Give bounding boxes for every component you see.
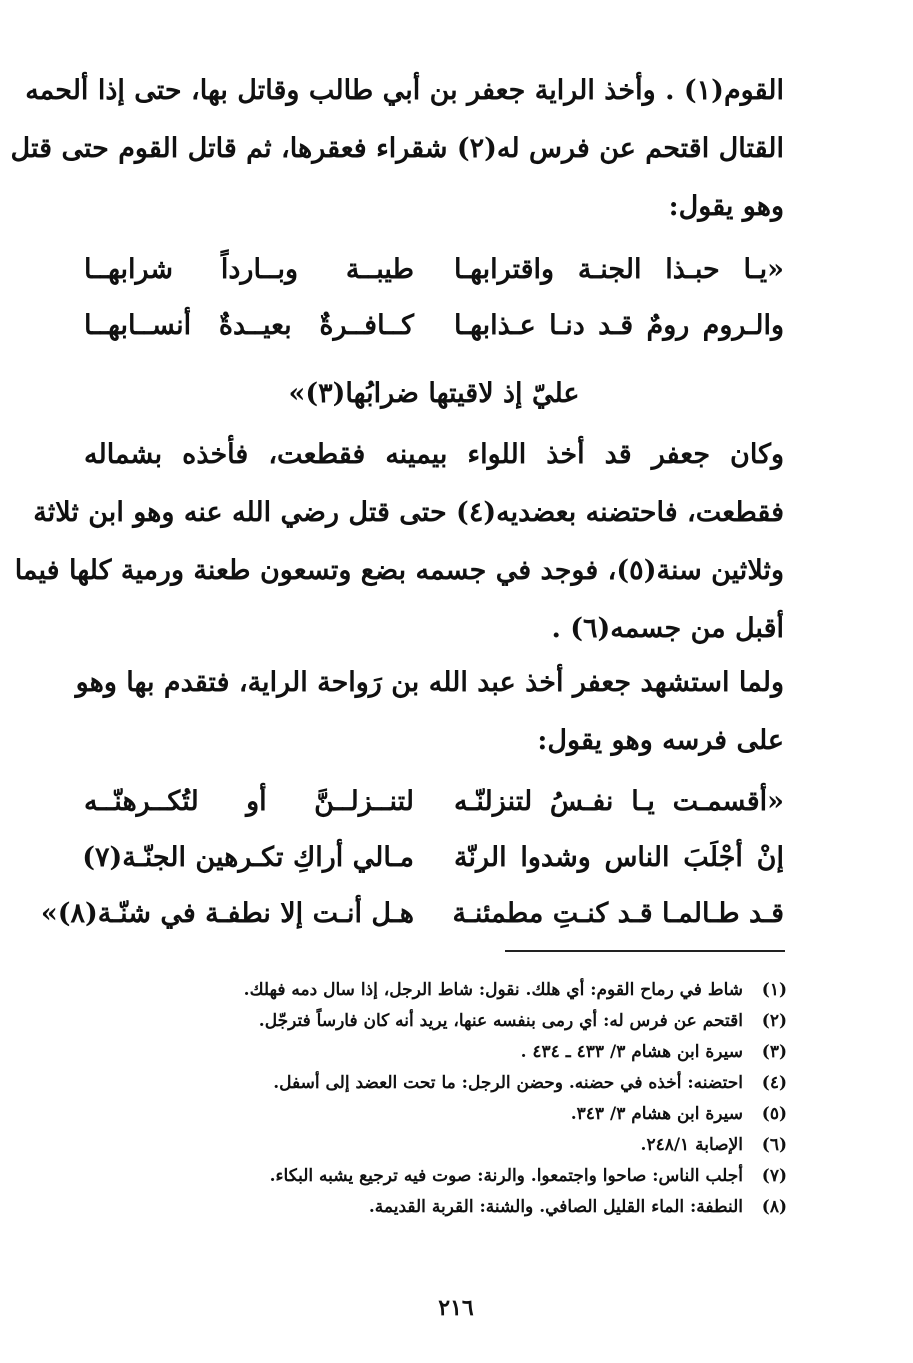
footnote-text: احتضنه: أخذه في حضنه. وحضن الرجل: ما تحت العضد إلى أسفل. xyxy=(273,1073,743,1093)
footnotes xyxy=(84,975,787,1223)
footnote-number: (٥) xyxy=(761,1104,787,1124)
poem-2 xyxy=(40,774,784,942)
footnote xyxy=(84,1099,787,1130)
footnote-separator xyxy=(505,950,785,952)
text-line: وكان جعفر قد أخذ اللواء بيمينه فقطعت، فأخذه بشماله xyxy=(84,439,784,470)
footnote xyxy=(84,975,787,1006)
footnote-text: الإصابة ٢٤٨/١. xyxy=(640,1135,743,1155)
verse-first-hemistich: «أقسمـت يـا نفـسُ لتنزلنّـه xyxy=(454,786,784,817)
paragraph-1 xyxy=(10,62,784,236)
verse-first-hemistich: والـروم رومٌ قـد دنـا عـذابهـا xyxy=(454,310,784,341)
footnote-number: (٧) xyxy=(761,1166,787,1186)
footnote-number: (٣) xyxy=(761,1042,787,1062)
poem-1 xyxy=(84,242,784,424)
text-line: القوم(١) . وأخذ الراية جعفر بن أبي طالب وقاتل بها، حتى إذا ألحمه xyxy=(25,75,784,106)
text-line: فقطعت، فاحتضنه بعضديه(٤) حتى قتل رضي الله عنه وهو ابن ثلاثة xyxy=(33,497,784,528)
footnote-text: شاط في رماح القوم: أي هلك. نقول: شاط الرجل، إذا سال دمه فهلك. xyxy=(243,980,743,1000)
text-line: أقبل من جسمه(٦) . xyxy=(551,613,784,644)
poem-verse xyxy=(84,298,784,354)
footnote xyxy=(84,1130,787,1161)
paragraph-3 xyxy=(75,654,784,770)
paragraph-2 xyxy=(14,426,784,658)
footnote xyxy=(84,1006,787,1037)
verse-first-hemistich: قـد طـالمـا قـد كنـتِ مطمئنـة xyxy=(452,898,784,929)
page-number: ٢١٦ xyxy=(438,1295,474,1321)
footnote-text: سيرة ابن هشام ٣/ ٤٣٣ ـ ٤٣٤ . xyxy=(520,1042,743,1062)
footnote-number: (٦) xyxy=(761,1135,787,1155)
poem-verse xyxy=(84,830,784,886)
footnote-text: النطفة: الماء القليل الصافي. والشنة: القربة القديمة. xyxy=(368,1197,743,1217)
footnote-text: اقتحم عن فرس له: أي رمى بنفسه عنها، يريد أنه كان فارساً فترجّل. xyxy=(258,1011,743,1031)
verse-second-hemistich: لتنــزلــنَّ أو لتُكــرهنّــه xyxy=(84,786,414,817)
verse-second-hemistich: طيبــة وبــارداً شرابهــا xyxy=(84,254,414,285)
verse-second-hemistich: هـل أنـت إلا نطفـة في شنّـة(٨)» xyxy=(40,898,414,929)
verse-first-hemistich: «يـا حبـذا الجنـة واقترابهـا xyxy=(454,254,784,285)
footnote-text: سيرة ابن هشام ٣/ ٣٤٣. xyxy=(570,1104,743,1124)
footnote xyxy=(84,1161,787,1192)
text-line: القتال اقتحم عن فرس له(٢) شقراء فعقرها، ثم قاتل القوم حتى قتل xyxy=(10,133,784,164)
footnote xyxy=(84,1068,787,1099)
footnote-number: (٤) xyxy=(761,1073,787,1093)
footnote-number: (١) xyxy=(761,980,787,1000)
text-line: وهو يقول: xyxy=(668,191,784,222)
poem-closing-line: عليّ إذ لاقيتها ضرابُها(٣)» xyxy=(288,378,580,409)
footnote xyxy=(84,1037,787,1068)
poem-verse xyxy=(84,242,784,298)
footnote-number: (٨) xyxy=(761,1197,787,1217)
text-line: ولما استشهد جعفر أخذ عبد الله بن رَواحة الراية، فتقدم بها وهو xyxy=(75,667,784,698)
text-line: وثلاثين سنة(٥)، فوجد في جسمه بضع وتسعون طعنة ورمية كلها فيما xyxy=(14,555,784,586)
verse-second-hemistich: مـالي أراكِ تكـرهين الجنّـة(٧) xyxy=(82,842,414,873)
verse-first-hemistich: إنْ أجْلَبَ الناس وشدوا الرنّة xyxy=(454,842,784,873)
footnote-number: (٢) xyxy=(761,1011,787,1031)
footnote xyxy=(84,1192,787,1223)
text-line: على فرسه وهو يقول: xyxy=(537,725,784,756)
poem-verse xyxy=(84,774,784,830)
poem-verse xyxy=(40,886,784,942)
footnote-text: أجلب الناس: صاحوا واجتمعوا. والرنة: صوت فيه ترجيع يشبه البكاء. xyxy=(269,1166,743,1186)
verse-second-hemistich: كــافــرةٌ بعيــدةٌ أنســابهــا xyxy=(84,310,414,341)
